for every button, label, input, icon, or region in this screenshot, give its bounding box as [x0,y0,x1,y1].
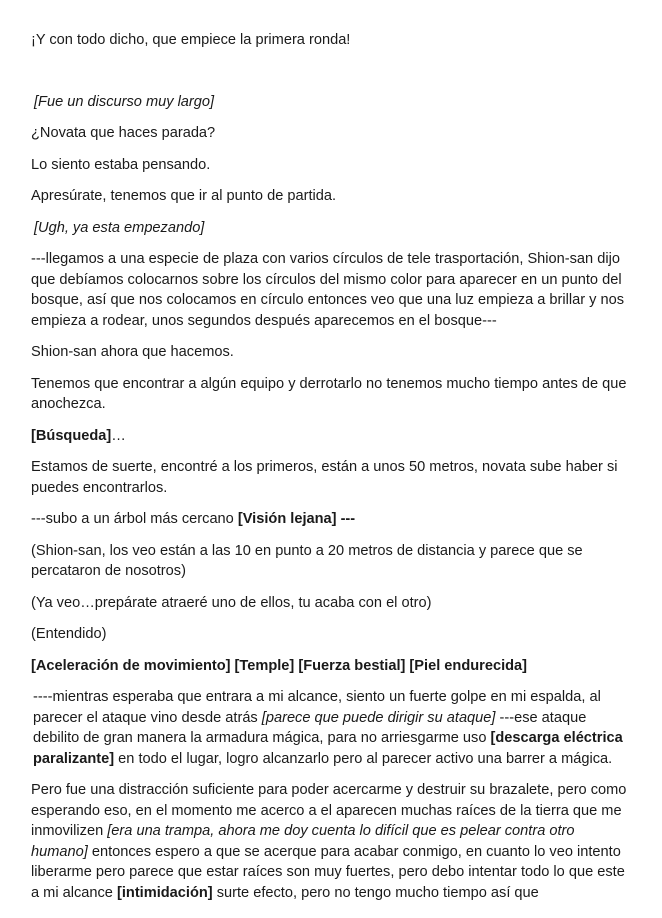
paragraph-text: Pero fue una distracción suficiente para poder acercarme y destruir su brazalete, pero como esperando eso, en el momento me acerco a el aparecen muchas raíces de la tierra que me inmovilizen [31,782,627,839]
skill-name: [Visión lejana] [237,511,337,527]
paragraph-text: surte efecto, pero no tengo mucho tiempo así que [212,884,539,901]
paragraph-text: ---subo a un árbol más cercano [31,511,238,527]
paragraph-text: entonces espero a que se acerque para acabar conmigo, en cuanto lo veo intento liberarme pero parece que estar raíces son muy fuertes, pero debo intentar todo lo que este a mi alcance [31,843,625,901]
skill-name: [Búsqueda] [31,427,112,444]
thought-paragraph: [Ugh, ya esta empezando] [34,219,205,236]
narration-paragraph [31,687,633,769]
dialogue-paragraph: Apresúrate, tenemos que ir al punto de partida. [31,188,337,204]
paragraph-text: … [111,427,126,444]
document-page [31,30,633,914]
paragraph-text: ---ese ataque debilito de gran manera la armadura mágica, para no arriesgarme uso [33,709,587,746]
dialogue-paragraph: (Shion-san, los veo están a las 10 en punto a 20 metros de distancia y parece que se percataron de nosotros) [31,542,583,579]
dialogue-paragraph: (Entendido) [31,626,107,642]
skill-name: [descarga eléctrica paralizante] [33,730,623,767]
paragraph-text: ----mientras esperaba que entrara a mi alcance, siento un fuerte golpe en mi espalda, al parecer el ataque vino desde atrás [33,689,601,726]
skill-paragraph [31,426,633,447]
skill-list-paragraph: [Aceleración de movimiento] [Temple] [Fuerza bestial] [Piel endurecida] [31,657,528,674]
paragraph-text: --- [336,511,356,527]
skill-name: [intimidación] [116,884,213,901]
dialogue-paragraph: Shion-san ahora que hacemos. [31,344,234,360]
dialogue-paragraph: Lo siento estaba pensando. [31,156,211,173]
thought-text: [era una trampa, ahora me doy cuenta lo difícil que es pelear contra otro humano] [31,823,575,860]
dialogue-paragraph: (Ya veo…prepárate atraeré uno de ellos, tu acaba con el otro) [31,594,432,611]
paragraph: ¡Y con todo dicho, que empiece la primera ronda! [31,32,351,48]
dialogue-paragraph: Estamos de suerte, encontré a los primeros, están a unos 50 metros, novata sube haber si puedes encontrarlos. [31,459,618,496]
narration-paragraph [31,780,633,903]
narration-paragraph [31,509,633,530]
dialogue-paragraph: Tenemos que encontrar a algún equipo y derrotarlo no tenemos mucho tiempo antes de que anochezca. [31,375,627,412]
thought-text: [parece que puede dirigir su ataque] [261,709,496,726]
dialogue-paragraph: ¿Novata que haces parada? [31,125,216,141]
narration-paragraph: ---llegamos a una especie de plaza con varios círculos de tele trasportación, Shion-san dijo que debíamos colocarnos sobre los círculos del mismo color para aparecer en un punto del bosque, así que nos colocamos en círculo entonces veo que una luz empieza a brillar y nos empieza a rodear, unos segundos después aparecemos en el bosque--- [31,251,625,329]
paragraph-text: en todo el lugar, logro alcanzarlo pero al parecer activo una barrer a mágica. [114,750,613,767]
thought-paragraph: [Fue un discurso muy largo] [34,93,215,110]
